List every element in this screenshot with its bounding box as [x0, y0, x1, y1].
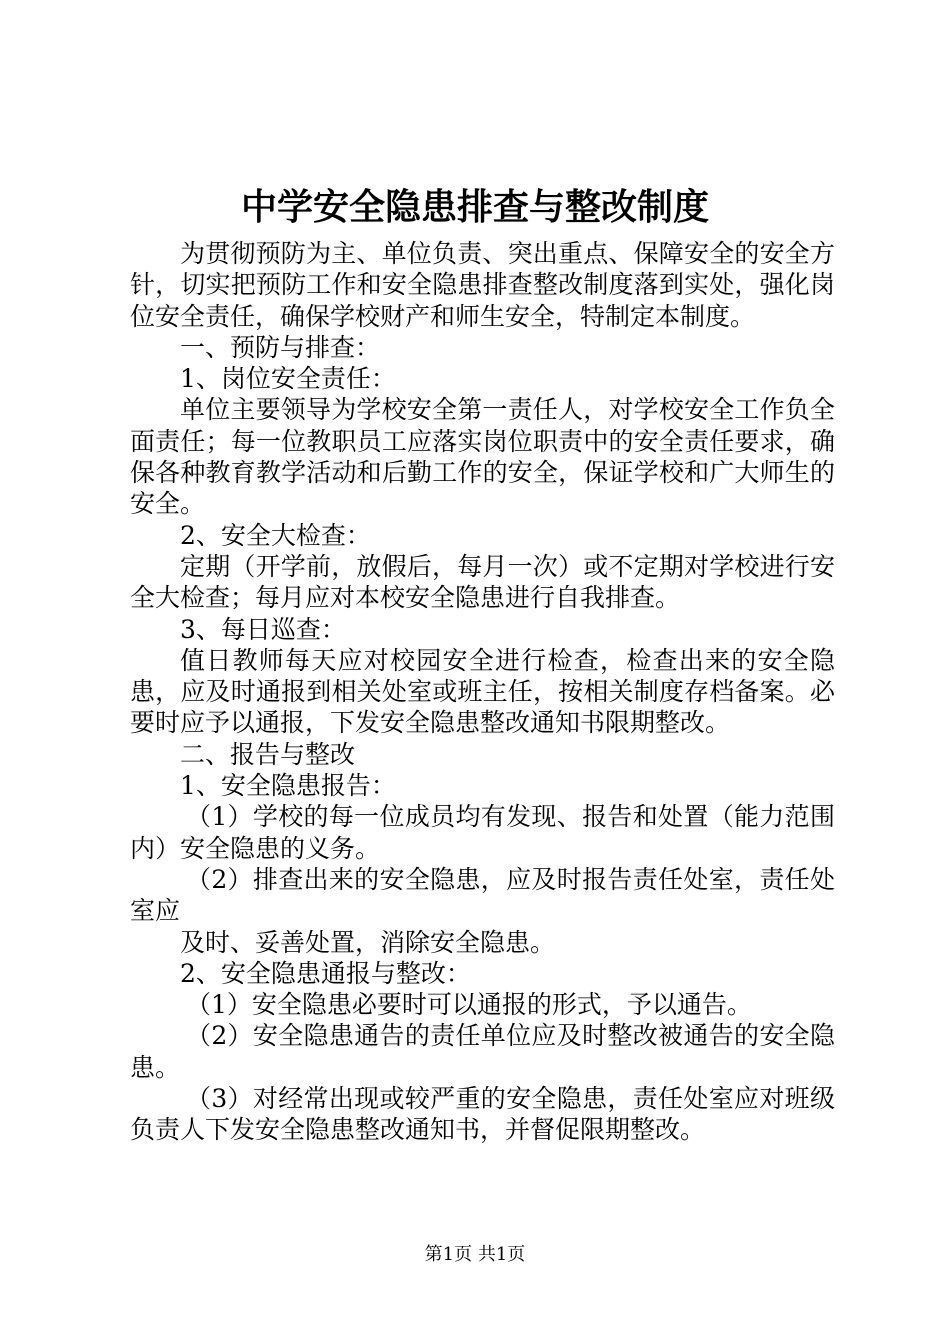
list-item: （2）安全隐患通告的责任单位应及时整改被通告的安全隐患。 — [130, 1021, 835, 1082]
subsection-heading: 1、岗位安全责任： — [180, 364, 396, 394]
paragraph: 值日教师每天应对校园安全进行检查，检查出来的安全隐患，应及时通报到相关处室或班主任，按相关制度存档备案。必要时应予以通报，下发安全隐患整改通知书限期整改。 — [130, 645, 835, 738]
paragraph-intro: 为贯彻预防为主、单位负责、突出重点、保障安全的安全方针，切实把预防工作和安全隐患排查整改制度落到实处，强化岗位安全责任，确保学校财产和师生安全，特制定本制度。 — [130, 239, 835, 331]
list-item: （3）对经常出现或较严重的安全隐患，责任处室应对班级负责人下发安全隐患整改通知书，并督促限期整改。 — [130, 1084, 835, 1145]
page-title: 中学安全隐患排查与整改制度 — [240, 186, 709, 228]
page-footer: 第1页 共1页 — [424, 1244, 526, 1265]
list-item: （1）安全隐患必要时可以通报的形式，予以通告。 — [186, 990, 752, 1020]
paragraph: 定期（开学前，放假后，每月一次）或不定期对学校进行安全大检查；每月应对本校安全隐患进行自我排查。 — [130, 551, 835, 613]
paragraph: 单位主要领导为学校安全第一责任人，对学校安全工作负全面责任；每一位教职员工应落实岗位职责中的安全责任要求，确保各种教育教学活动和后勤工作的安全，保证学校和广大师生的安全。 — [130, 395, 835, 519]
paragraph: 及时、妥善处置，消除安全隐患。 — [180, 927, 556, 957]
subsection-heading: 2、安全大检查： — [180, 520, 371, 550]
section-heading-2: 二、报告与整改 — [180, 739, 356, 769]
subsection-heading: 3、每日巡查： — [180, 614, 346, 644]
list-item: （1）学校的每一位成员均有发现、报告和处置（能力范围内）安全隐患的义务。 — [130, 802, 835, 863]
document-body — [130, 238, 835, 1146]
section-heading-1: 一、预防与排查： — [180, 332, 381, 362]
subsection-heading: 2、安全隐患通报与整改： — [180, 958, 471, 988]
list-item: （2）排查出来的安全隐患，应及时报告责任处室，责任处室应 — [130, 864, 835, 926]
subsection-heading: 1、安全隐患报告： — [180, 771, 396, 801]
